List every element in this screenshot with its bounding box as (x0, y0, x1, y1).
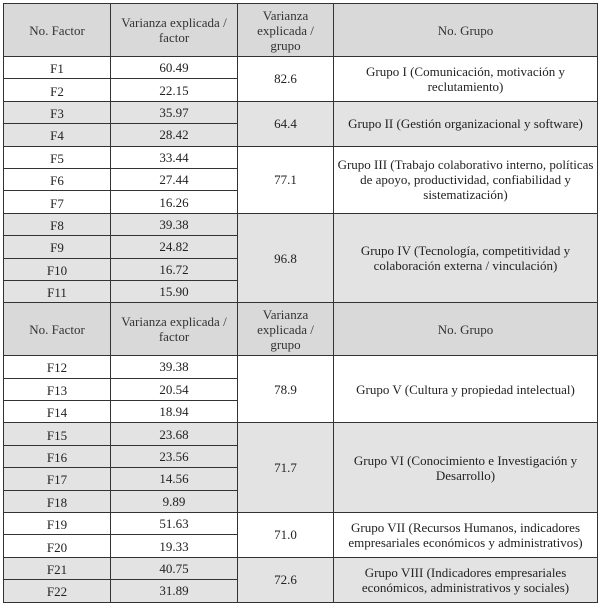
group-name-cell: Grupo I (Comunicación, motivación y reclutamiento) (334, 57, 598, 102)
factor-cell: F15 (4, 423, 111, 445)
table-row (4, 146, 598, 168)
variance-factor-cell: 31.89 (111, 580, 238, 602)
factor-cell: F21 (4, 557, 111, 579)
variance-factor-cell: 23.56 (111, 445, 238, 467)
factor-cell: F5 (4, 146, 111, 168)
variance-factor-cell: 60.49 (111, 57, 238, 79)
header-row (4, 303, 598, 356)
header-variance-factor: Varianza explicada / factor (111, 303, 238, 356)
variance-factor-cell: 16.26 (111, 191, 238, 213)
group-name-cell: Grupo III (Trabajo colaborativo interno, políticas de apoyo, productividad, confiabilidad y sistematización) (334, 146, 598, 213)
variance-group-cell: 64.4 (238, 101, 334, 146)
variance-factor-cell: 39.38 (111, 356, 238, 378)
factor-cell: F2 (4, 79, 111, 101)
variance-group-cell: 78.9 (238, 356, 334, 423)
variance-factor-cell: 33.44 (111, 146, 238, 168)
factor-cell: F10 (4, 258, 111, 280)
table-row (4, 557, 598, 579)
header-no-grupo: No. Grupo (334, 303, 598, 356)
variance-factor-cell: 15.90 (111, 280, 238, 302)
variance-factor-cell: 16.72 (111, 258, 238, 280)
group-name-cell: Grupo II (Gestión organizacional y software) (334, 101, 598, 146)
variance-group-cell: 96.8 (238, 213, 334, 303)
variance-factor-cell: 23.68 (111, 423, 238, 445)
variance-factor-cell: 35.97 (111, 101, 238, 123)
variance-factor-cell: 39.38 (111, 213, 238, 235)
variance-factor-cell: 20.54 (111, 378, 238, 400)
variance-factor-cell: 22.15 (111, 79, 238, 101)
table-row (4, 356, 598, 378)
factor-cell: F8 (4, 213, 111, 235)
variance-group-cell: 71.7 (238, 423, 334, 513)
variance-factor-cell: 24.82 (111, 236, 238, 258)
factor-cell: F9 (4, 236, 111, 258)
factor-cell: F16 (4, 445, 111, 467)
factor-cell: F3 (4, 101, 111, 123)
variance-factor-cell: 18.94 (111, 401, 238, 423)
factor-cell: F14 (4, 401, 111, 423)
factor-variance-table (3, 3, 598, 603)
header-no-factor: No. Factor (4, 4, 111, 57)
variance-factor-cell: 14.56 (111, 468, 238, 490)
header-no-factor: No. Factor (4, 303, 111, 356)
factor-cell: F12 (4, 356, 111, 378)
variance-factor-cell: 19.33 (111, 535, 238, 557)
header-variance-group: Varianza explicada / grupo (238, 4, 334, 57)
group-name-cell: Grupo VIII (Indicadores empresariales económicos, administrativos y sociales) (334, 557, 598, 602)
table-row (4, 101, 598, 123)
factor-cell: F7 (4, 191, 111, 213)
table-row (4, 423, 598, 445)
header-row (4, 4, 598, 57)
variance-factor-cell: 28.42 (111, 124, 238, 146)
factor-cell: F1 (4, 57, 111, 79)
variance-factor-cell: 27.44 (111, 168, 238, 190)
group-name-cell: Grupo V (Cultura y propiedad intelectual) (334, 356, 598, 423)
table-row (4, 213, 598, 235)
header-variance-factor: Varianza explicada / factor (111, 4, 238, 57)
factor-cell: F19 (4, 513, 111, 535)
header-no-grupo: No. Grupo (334, 4, 598, 57)
group-name-cell: Grupo VII (Recursos Humanos, indicadores empresariales económicos y administrativos) (334, 513, 598, 558)
header-variance-group: Varianza explicada / grupo (238, 303, 334, 356)
variance-group-cell: 71.0 (238, 513, 334, 558)
factor-cell: F17 (4, 468, 111, 490)
variance-group-cell: 72.6 (238, 557, 334, 602)
factor-cell: F22 (4, 580, 111, 602)
factor-cell: F13 (4, 378, 111, 400)
factor-cell: F6 (4, 168, 111, 190)
factor-cell: F11 (4, 280, 111, 302)
table-body (4, 4, 598, 603)
variance-group-cell: 82.6 (238, 57, 334, 102)
factor-cell: F4 (4, 124, 111, 146)
factor-cell: F18 (4, 490, 111, 512)
table-row (4, 513, 598, 535)
group-name-cell: Grupo IV (Tecnología, competitividad y colaboración externa / vinculación) (334, 213, 598, 303)
variance-factor-cell: 51.63 (111, 513, 238, 535)
factor-cell: F20 (4, 535, 111, 557)
variance-factor-cell: 9.89 (111, 490, 238, 512)
table-row (4, 57, 598, 79)
group-name-cell: Grupo VI (Conocimiento e Investigación y Desarrollo) (334, 423, 598, 513)
variance-factor-cell: 40.75 (111, 557, 238, 579)
variance-group-cell: 77.1 (238, 146, 334, 213)
